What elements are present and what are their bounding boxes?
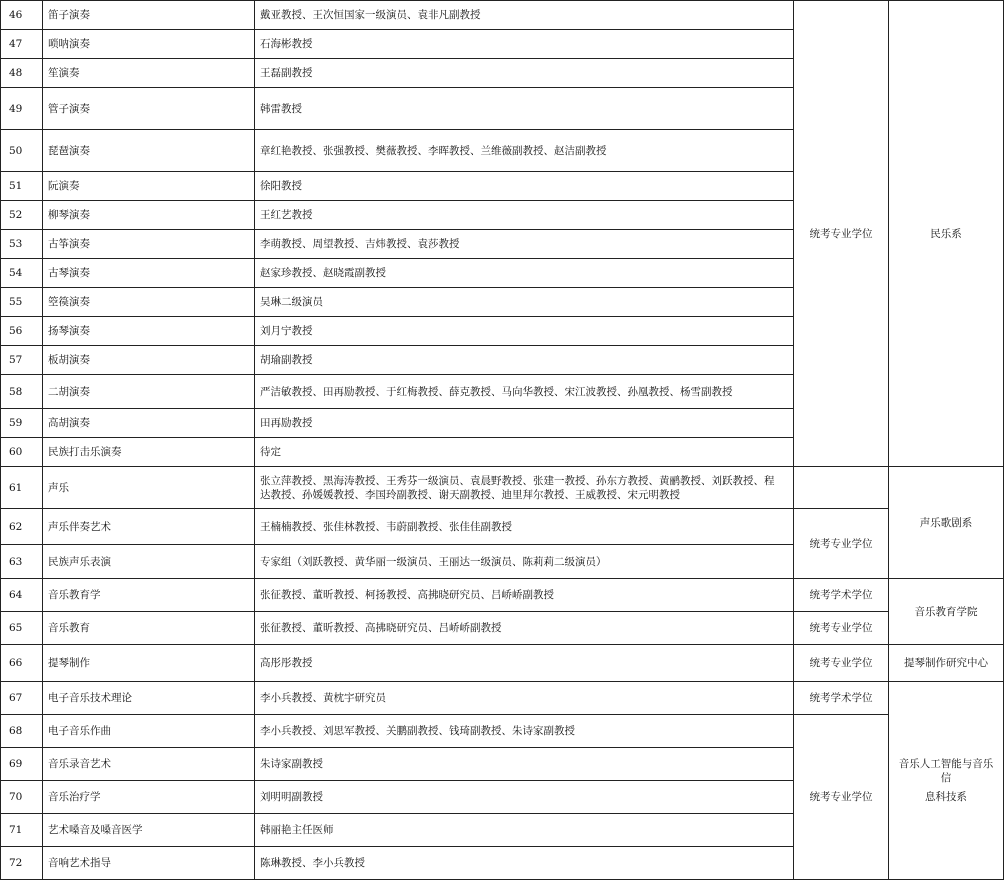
degree-type: 统考专业学位 bbox=[794, 645, 889, 682]
row-number: 46 bbox=[1, 1, 43, 30]
tutor-list: 高彤彤教授 bbox=[255, 645, 794, 682]
major-name: 扬琴演奏 bbox=[43, 317, 255, 346]
tutor-list: 吴琳二级演员 bbox=[255, 288, 794, 317]
row-number: 70 bbox=[1, 781, 43, 814]
tutor-list: 李小兵教授、刘思军教授、关鹏副教授、钱琦副教授、朱诗家副教授 bbox=[255, 715, 794, 748]
tutor-list: 王楠楠教授、张佳林教授、韦蔚副教授、张佳佳副教授 bbox=[255, 509, 794, 545]
tutor-list: 徐阳教授 bbox=[255, 172, 794, 201]
major-name: 唢呐演奏 bbox=[43, 30, 255, 59]
major-name: 柳琴演奏 bbox=[43, 201, 255, 230]
row-number: 51 bbox=[1, 172, 43, 201]
department: 民乐系 bbox=[889, 1, 1004, 467]
row-number: 53 bbox=[1, 230, 43, 259]
major-name: 箜篌演奏 bbox=[43, 288, 255, 317]
row-number: 62 bbox=[1, 509, 43, 545]
row-number: 48 bbox=[1, 59, 43, 88]
row-number: 65 bbox=[1, 612, 43, 645]
major-name: 民族打击乐演奏 bbox=[43, 438, 255, 467]
tutor-list-line: 张立萍教授、黑海涛教授、王秀芬一级演员、袁晨野教授、张建一教授、孙东方教授、黄鹂教授、刘跃教授、程 bbox=[260, 474, 775, 487]
major-name: 古筝演奏 bbox=[43, 230, 255, 259]
department bbox=[889, 682, 1004, 880]
degree-type: 统考专业学位 bbox=[794, 715, 889, 880]
tutor-list: 王磊副教授 bbox=[255, 59, 794, 88]
tutor-list: 胡瑜副教授 bbox=[255, 346, 794, 375]
row-number: 58 bbox=[1, 375, 43, 409]
tutor-list: 刘明明副教授 bbox=[255, 781, 794, 814]
department: 音乐教育学院 bbox=[889, 579, 1004, 645]
table-row bbox=[1, 612, 1004, 645]
degree-type: 统考专业学位 bbox=[794, 612, 889, 645]
table-row bbox=[1, 682, 1004, 715]
degree-type: 统考专业学位 bbox=[794, 1, 889, 467]
major-name: 音乐教育 bbox=[43, 612, 255, 645]
tutor-list: 韩丽艳主任医师 bbox=[255, 814, 794, 847]
tutor-list: 待定 bbox=[255, 438, 794, 467]
major-name: 笛子演奏 bbox=[43, 1, 255, 30]
row-number: 68 bbox=[1, 715, 43, 748]
major-name: 音响艺术指导 bbox=[43, 847, 255, 880]
tutor-list: 章红艳教授、张强教授、樊薇教授、李晖教授、兰维薇副教授、赵洁副教授 bbox=[255, 130, 794, 172]
table-row bbox=[1, 509, 1004, 545]
row-number: 50 bbox=[1, 130, 43, 172]
degree-type: 统考专业学位 bbox=[794, 509, 889, 579]
tutor-list: 王红艺教授 bbox=[255, 201, 794, 230]
row-number: 66 bbox=[1, 645, 43, 682]
major-name: 二胡演奏 bbox=[43, 375, 255, 409]
major-name: 音乐教育学 bbox=[43, 579, 255, 612]
department-line: 音乐人工智能与音乐信 bbox=[898, 758, 994, 784]
major-name: 琵琶演奏 bbox=[43, 130, 255, 172]
tutor-list bbox=[255, 467, 794, 509]
major-name: 艺术嗓音及嗓音医学 bbox=[43, 814, 255, 847]
major-name: 声乐伴奏艺术 bbox=[43, 509, 255, 545]
row-number: 72 bbox=[1, 847, 43, 880]
tutor-list: 田再励教授 bbox=[255, 409, 794, 438]
department: 声乐歌剧系 bbox=[889, 467, 1004, 579]
tutor-list: 戴亚教授、王次恒国家一级演员、袁非凡副教授 bbox=[255, 1, 794, 30]
row-number: 64 bbox=[1, 579, 43, 612]
tutor-list: 韩雷教授 bbox=[255, 88, 794, 130]
tutor-list: 刘月宁教授 bbox=[255, 317, 794, 346]
row-number: 63 bbox=[1, 545, 43, 579]
row-number: 59 bbox=[1, 409, 43, 438]
major-name: 古琴演奏 bbox=[43, 259, 255, 288]
tutor-list: 张征教授、董昕教授、高拂晓研究员、吕峤峤副教授 bbox=[255, 612, 794, 645]
tutor-list: 张征教授、董昕教授、柯扬教授、高拂晓研究员、吕峤峤副教授 bbox=[255, 579, 794, 612]
tutor-list: 陈琳教授、李小兵教授 bbox=[255, 847, 794, 880]
table-row bbox=[1, 1, 1004, 30]
degree-type: 统考学术学位 bbox=[794, 579, 889, 612]
tutor-list: 李小兵教授、黄枕宇研究员 bbox=[255, 682, 794, 715]
major-name: 音乐录音艺术 bbox=[43, 748, 255, 781]
row-number: 57 bbox=[1, 346, 43, 375]
major-name: 阮演奏 bbox=[43, 172, 255, 201]
major-name: 板胡演奏 bbox=[43, 346, 255, 375]
major-name: 管子演奏 bbox=[43, 88, 255, 130]
row-number: 54 bbox=[1, 259, 43, 288]
major-name: 民族声乐表演 bbox=[43, 545, 255, 579]
major-name: 声乐 bbox=[43, 467, 255, 509]
major-name: 电子音乐技术理论 bbox=[43, 682, 255, 715]
degree-type: 统考学术学位 bbox=[794, 682, 889, 715]
row-number: 69 bbox=[1, 748, 43, 781]
table-row bbox=[1, 467, 1004, 509]
major-name: 提琴制作 bbox=[43, 645, 255, 682]
table-row bbox=[1, 715, 1004, 748]
row-number: 60 bbox=[1, 438, 43, 467]
row-number: 47 bbox=[1, 30, 43, 59]
major-name: 电子音乐作曲 bbox=[43, 715, 255, 748]
row-number: 61 bbox=[1, 467, 43, 509]
row-number: 71 bbox=[1, 814, 43, 847]
tutor-list: 石海彬教授 bbox=[255, 30, 794, 59]
department-line: 息科技系 bbox=[925, 791, 967, 803]
major-name: 高胡演奏 bbox=[43, 409, 255, 438]
row-number: 49 bbox=[1, 88, 43, 130]
tutor-list-line: 达教授、孙媛媛教授、李国玲副教授、谢天副教授、迪里拜尔教授、王威教授、宋元明教授 bbox=[260, 488, 680, 501]
tutor-list: 专家组（刘跃教授、黄华丽一级演员、王丽达一级演员、陈莉莉二级演员） bbox=[255, 545, 794, 579]
tutor-list: 赵家珍教授、赵晓霞副教授 bbox=[255, 259, 794, 288]
tutor-list: 朱诗家副教授 bbox=[255, 748, 794, 781]
row-number: 52 bbox=[1, 201, 43, 230]
row-number: 67 bbox=[1, 682, 43, 715]
table-row bbox=[1, 645, 1004, 682]
tutor-list: 李萌教授、周望教授、吉炜教授、袁莎教授 bbox=[255, 230, 794, 259]
department: 提琴制作研究中心 bbox=[889, 645, 1004, 682]
row-number: 55 bbox=[1, 288, 43, 317]
major-name: 音乐治疗学 bbox=[43, 781, 255, 814]
table-row bbox=[1, 579, 1004, 612]
row-number: 56 bbox=[1, 317, 43, 346]
tutor-list: 严洁敏教授、田再励教授、于红梅教授、薛克教授、马向华教授、宋江波教授、孙凰教授、杨雪副教授 bbox=[255, 375, 794, 409]
major-name: 笙演奏 bbox=[43, 59, 255, 88]
degree-type-empty bbox=[794, 467, 889, 509]
